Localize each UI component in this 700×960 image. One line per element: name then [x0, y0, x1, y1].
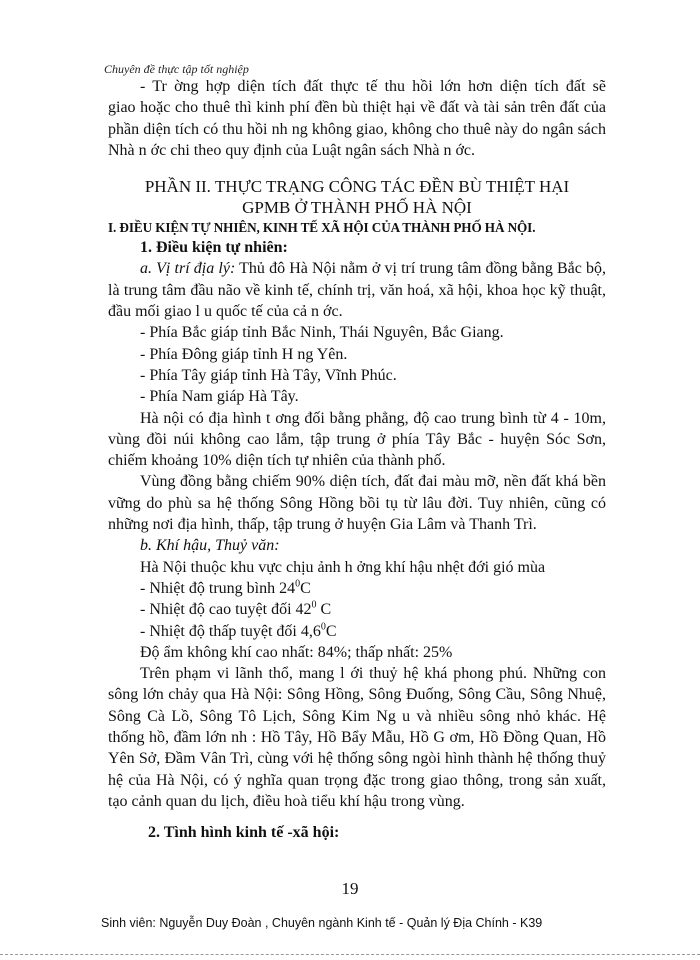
plains-paragraph: Vùng đồng bằng chiếm 90% diện tích, đất đai màu mỡ, nền đất khá bền vững do phù sa hệ thống Sông Hồng bồi tụ từ lâu đời. Tuy nhiên, cũng có những nơi địa hình, thấp, tập trung ở huyện Gia Lâm và Thanh Trì.	[108, 473, 606, 534]
climate-heading: b. Khí hậu, Thuỷ văn:	[140, 537, 280, 555]
document-body	[108, 76, 606, 844]
section-heading: I. ĐIỀU KIỆN TỰ NHIÊN, KINH TẾ XÃ HỘI CỦA THÀNH PHỐ HÀ NỘI.	[108, 220, 536, 236]
geo-label: a. Vị trí địa lý:	[140, 260, 236, 278]
border-item: - Phía Tây giáp tỉnh Hà Tây, Vĩnh Phúc.	[140, 366, 397, 384]
intro-paragraph: giao hoặc cho thuê thì kinh phí đền bù thiệt hại về đất và tài sản trên đất của phần diện tích có thu hồi nh ng không giao, không cho thuê này do ngân sách Nhà n ớc chi theo quy định của Luật ngân sách Nhà n ớc.	[108, 99, 606, 159]
degree-mark: 0	[320, 621, 326, 633]
geo-paragraph	[108, 258, 606, 322]
rivers-paragraph: Trên phạm vi lãnh thổ, mang l ới thuỷ hệ khá phong phú. Những con sông lớn chảy qua Hà Nội: Sông Hồng, Sông Đuống, Sông Cầu, Sông Nhuệ, Sông Cà Lồ, Sông Tô Lịch, Sông Kim Ng u và nhiều sông nhỏ khác. Hệ thống hồ, đầm lớn nh : Hồ Tây, Hồ Bẩy Mẫu, Hồ G ơm, Hồ Đồng Quan, Hồ Yên Sở, Đầm Vân Trì, cùng với hệ thống sông ngòi hình thành hệ thống thuỷ hệ của Hà Nội, có ý nghĩa quan trọng đặc trong giao thông, trong sản xuất, tạo cảnh quan du lịch, điều hoà tiểu khí hậu trong vùng.	[108, 665, 606, 810]
geo-text: Thủ đô Hà Nội nằm ở vị trí trung tâm đồng bằng Bắc bộ, là trung tâm đầu não về kinh tế, chính trị, văn hoá, xã hội, khoa học kỹ thuật, đầu mối giao l u quốc tế của cả n ớc.	[108, 260, 606, 321]
climate-intro: Hà Nội thuộc khu vực chịu ảnh h ởng khí hậu nhệt đới gió mùa	[140, 558, 546, 576]
subsection-economy: 2. Tình hình kinh tế -xã hội:	[148, 824, 340, 842]
page-number: 19	[341, 879, 359, 898]
degree-mark: 0	[295, 578, 301, 590]
border-item: - Phía Bắc giáp tỉnh Bắc Ninh, Thái Nguyên, Bắc Giang.	[140, 324, 504, 342]
temp-unit: C	[325, 622, 337, 640]
temp-max	[140, 599, 606, 620]
temp-average	[140, 578, 606, 599]
part-title-line-2: GPMB Ở THÀNH PHỐ HÀ NỘI	[242, 198, 472, 218]
border-item: - Phía Đông giáp tỉnh H ng Yên.	[140, 345, 348, 363]
part-title	[108, 176, 606, 218]
degree-mark: 0	[311, 599, 317, 611]
humidity-line: Độ ẩm không khí cao nhất: 84%; thấp nhất: 25%	[140, 643, 453, 661]
part-title-line-1: PHẦN II. THỰC TRẠNG CÔNG TÁC ĐỀN BÙ THIỆT HẠI	[144, 177, 570, 197]
intro-line-1: - Tr ờng hợp diện tích đất thực tế thu hồi lớn hơn diện tích đất sẽ	[140, 78, 606, 95]
temp-unit: C	[316, 601, 332, 619]
temp-average-text: - Nhiệt độ trung bình 24	[140, 579, 296, 597]
page-footer: Sinh viên: Nguyễn Duy Đoàn , Chuyên ngành Kinh tế - Quản lý Địa Chính - K39	[101, 916, 543, 930]
border-item: - Phía Nam giáp Hà Tây.	[140, 388, 299, 406]
temperature-list	[108, 578, 606, 642]
border-list	[108, 322, 606, 407]
temp-min	[140, 621, 606, 642]
temp-unit: C	[300, 579, 311, 597]
page-bottom-rule	[0, 954, 700, 955]
subsection-natural-conditions: 1. Điều kiện tự nhiên:	[140, 239, 288, 257]
temp-min-text: - Nhiệt độ thấp tuyệt đối 4,6	[140, 622, 321, 640]
terrain-paragraph: Hà nội có địa hình t ơng đối bằng phẳng, độ cao trung bình từ 4 - 10m, vùng đồi núi không cao lắm, tập trung ở phía Tây Bắc - huyện Sóc Sơn, chiếm khoảng 10% diện tích tự nhiên của thành phố.	[108, 409, 606, 470]
temp-max-text: - Nhiệt độ cao tuyệt đối 42	[140, 601, 312, 619]
running-header: Chuyên đề thực tập tốt nghiệp	[104, 62, 249, 76]
